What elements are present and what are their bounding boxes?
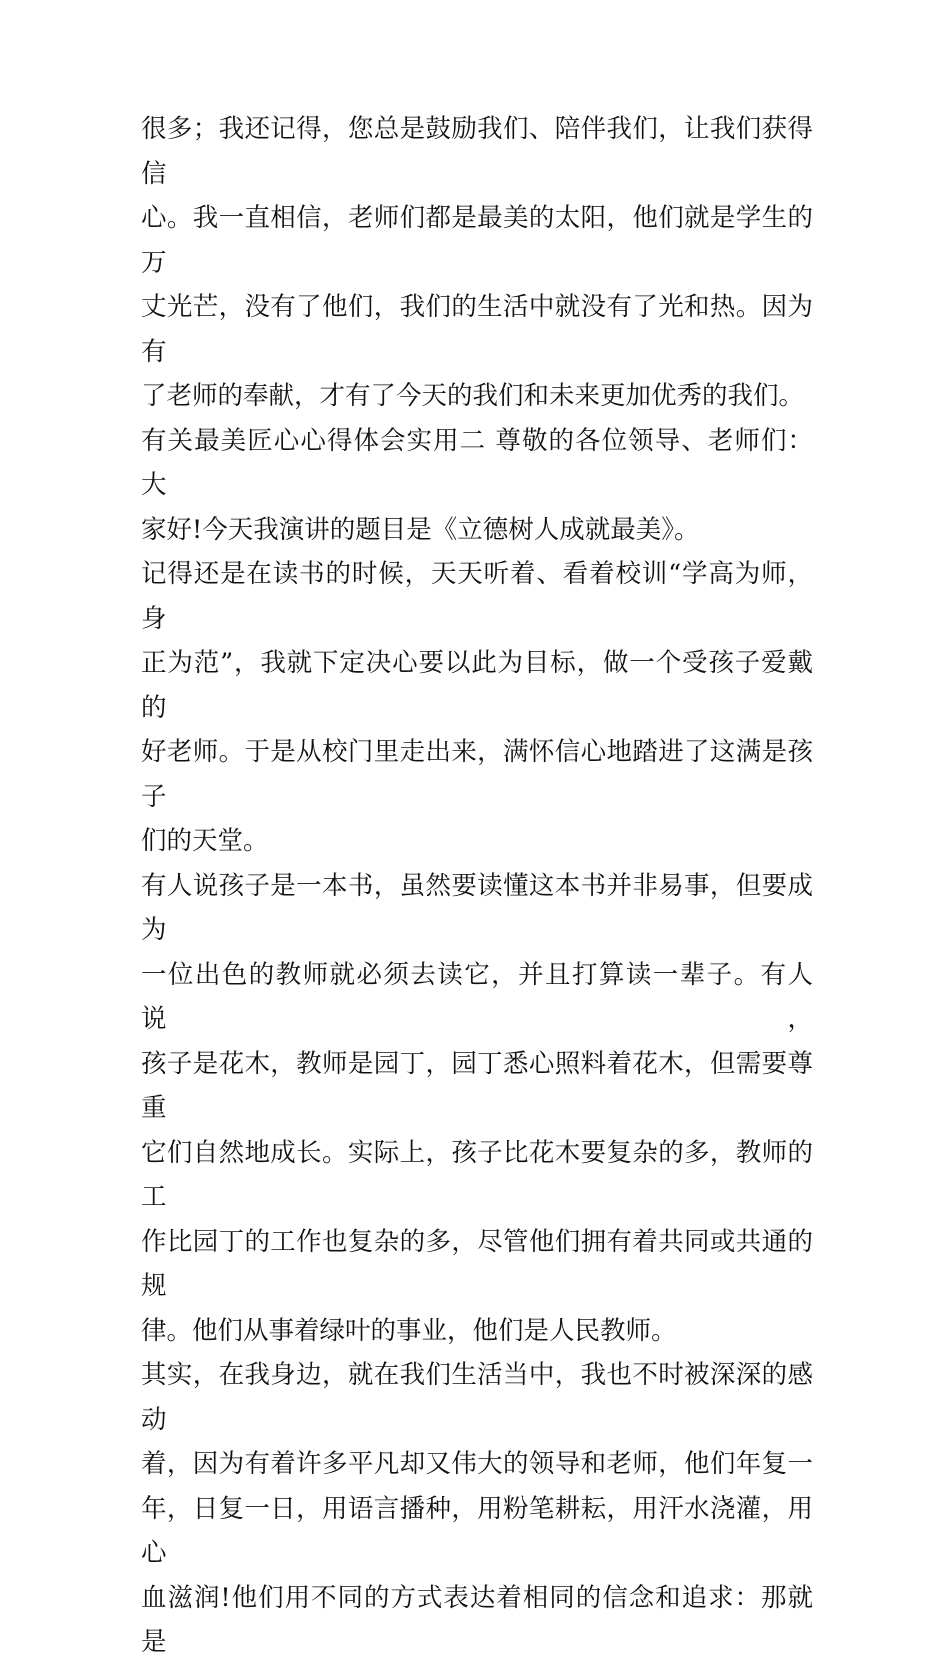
text-line: 家好!今天我演讲的题目是《立德树人成就最美》。 <box>141 514 700 545</box>
paragraph-3 <box>141 552 813 864</box>
text-line: 丈光芒，没有了他们，我们的生活中就没有了光和热。因为有 <box>141 292 813 367</box>
text-line: 血滋润!他们用不同的方式表达着相同的信念和追求：那就是 <box>141 1582 813 1657</box>
text-line: 正为范”，我就下定决心要以此为目标，做一个受孩子爱戴的 <box>141 648 813 723</box>
document-body <box>141 107 813 1665</box>
text-line: 心。我一直相信，老师们都是最美的太阳，他们就是学生的万 <box>141 203 813 278</box>
paragraph-5 <box>141 1353 813 1665</box>
paragraph-4 <box>141 864 813 1354</box>
text-line: 律。他们从事着绿叶的事业，他们是人民教师。 <box>141 1315 677 1346</box>
text-line: 有人说孩子是一本书，虽然要读懂这本书并非易事，但要成为 <box>141 870 813 945</box>
text-line: 一位出色的教师就必须去读它，并且打算读一辈子。有人说， <box>141 959 813 1034</box>
text-line: 好老师。于是从校门里走出来，满怀信心地踏进了这满是孩子 <box>141 737 813 812</box>
text-line: 着，因为有着许多平凡却又伟大的领导和老师，他们年复一 <box>141 1449 813 1479</box>
text-line: 有关最美匠心心得体会实用二 尊敬的各位领导、老师们： 大 <box>141 425 813 500</box>
text-line: 它们自然地成长。实际上，孩子比花木要复杂的多，教师的工 <box>141 1137 813 1212</box>
paragraph-2 <box>141 419 813 553</box>
paragraph-1 <box>141 107 813 419</box>
text-line: 其实，在我身边，就在我们生活当中，我也不时被深深的感动 <box>141 1360 813 1435</box>
text-line: 记得还是在读书的时候，天天听着、看着校训“学高为师，身 <box>141 559 813 634</box>
text-line: 作比园丁的工作也复杂的多，尽管他们拥有着共同或共通的规 <box>141 1226 813 1301</box>
text-line: 很多；我还记得，您总是鼓励我们、陪伴我们，让我们获得信 <box>141 114 813 189</box>
text-line: 孩子是花木，教师是园丁，园丁悉心照料着花木，但需要尊重 <box>141 1048 813 1123</box>
text-line: 年，日复一日，用语言播种，用粉笔耕耘，用汗水浇灌，用心 <box>141 1493 813 1568</box>
text-line: 们的天堂。 <box>141 826 269 856</box>
text-line: 了老师的奉献，才有了今天的我们和未来更加优秀的我们。 <box>141 381 805 411</box>
